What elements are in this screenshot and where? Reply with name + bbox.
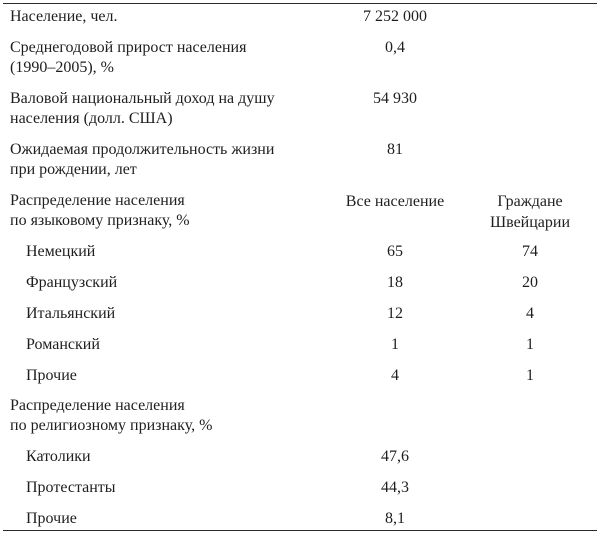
- religion-row-value: 44,3: [381, 479, 409, 496]
- religion-row-value: 8,1: [385, 510, 405, 527]
- language-row-label: Романский: [26, 336, 100, 353]
- population-label: Население, чел.: [10, 8, 118, 25]
- religion-row-value: 47,6: [381, 448, 409, 465]
- language-row-label: Немецкий: [26, 243, 96, 260]
- column-header-all: Все население: [345, 193, 445, 210]
- growth-value: 0,4: [385, 39, 405, 56]
- language-row-citizens: 1: [526, 336, 534, 353]
- language-row-all: 4: [391, 367, 399, 384]
- religion-row-label: Католики: [26, 448, 91, 465]
- population-value: 7 252 000: [363, 8, 427, 25]
- column-header-citizens-line2: Швейцарии: [489, 214, 571, 231]
- language-row-label: Прочие: [26, 367, 77, 384]
- language-row-all: 12: [387, 305, 403, 322]
- growth-label-line1: Среднегодовой прирост населения: [10, 39, 247, 56]
- table-frame: [3, 3, 597, 531]
- language-title-line1: Распределение населения: [10, 192, 185, 209]
- life-expectancy-value: 81: [387, 141, 403, 158]
- growth-label-line2: (1990–2005), %: [10, 59, 114, 76]
- life-expectancy-label-line2: при рождении, лет: [10, 161, 137, 178]
- religion-title-line1: Распределение населения: [10, 397, 185, 414]
- religion-title-line2: по религиозному признаку, %: [10, 417, 213, 434]
- gni-label-line1: Валовой национальный доход на душу: [10, 90, 275, 107]
- language-row-all: 18: [387, 274, 403, 291]
- language-row-all: 1: [391, 336, 399, 353]
- gni-value: 54 930: [373, 90, 417, 107]
- language-row-label: Итальянский: [26, 305, 116, 322]
- language-row-all: 65: [387, 243, 403, 260]
- language-row-label: Французский: [26, 274, 118, 291]
- language-row-citizens: 20: [522, 274, 538, 291]
- column-header-citizens-line1: Граждане: [497, 193, 563, 210]
- language-title-line2: по языковому признаку, %: [10, 212, 190, 229]
- language-row-citizens: 4: [526, 305, 534, 322]
- language-row-citizens: 1: [526, 367, 534, 384]
- religion-row-label: Протестанты: [26, 479, 116, 496]
- life-expectancy-label-line1: Ожидаемая продолжительность жизни: [10, 141, 275, 158]
- religion-row-label: Прочие: [26, 510, 77, 527]
- language-row-citizens: 74: [522, 243, 538, 260]
- gni-label-line2: населения (долл. США): [10, 110, 173, 127]
